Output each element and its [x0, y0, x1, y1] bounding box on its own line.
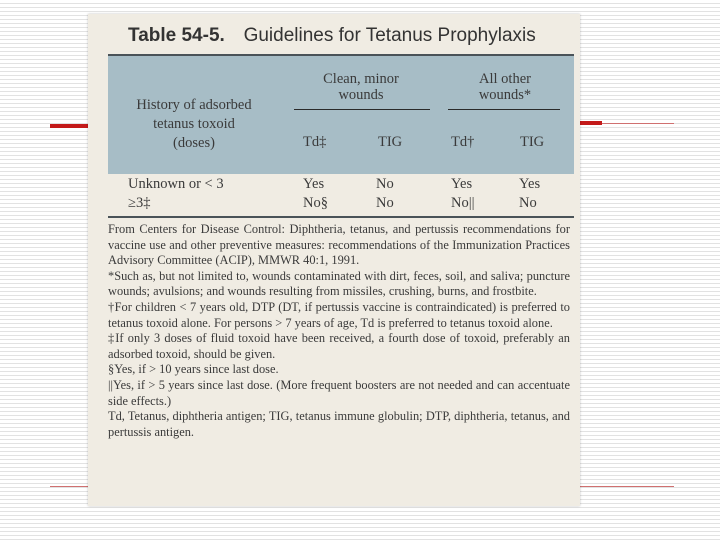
group-rule-clean	[294, 109, 430, 110]
table-bottom-rule	[108, 216, 574, 218]
row-history: Unknown or < 3	[128, 176, 224, 192]
slide-rule-left-bottom	[50, 486, 88, 487]
footnote-parallel: ||Yes, if > 5 years since last dose. (More frequent boosters are not needed and can accentuate side effects.)	[108, 377, 570, 408]
column-header-tig-clean: TIG	[378, 134, 403, 150]
row-history: ≥3‡	[128, 195, 151, 211]
column-header-history-line1: History of adsorbed	[136, 97, 252, 113]
footnote-abbreviations: Td, Tetanus, diphtheria antigen; TIG, tetanus immune globulin; DTP, diphtheria, tetanus, and pertussis antigen.	[108, 409, 570, 439]
cell-td-other: No||	[451, 195, 475, 211]
cell-td-other: Yes	[451, 176, 473, 192]
table-title	[128, 25, 536, 47]
slide-accent-bar-left	[50, 124, 88, 128]
table-title-text: Guidelines for Tetanus Prophylaxis	[243, 25, 536, 46]
column-header-tig-other: TIG	[520, 134, 545, 150]
table-label: Table 54-5.	[128, 25, 225, 46]
slide-rule-right-bottom	[580, 486, 674, 487]
cell-td-clean: Yes	[303, 176, 325, 192]
footnote-asterisk: *Such as, but not limited to, wounds contaminated with dirt, feces, soil, and saliva; puncture wounds; avulsions; and wounds resulting from missiles, crushing, burns, and frostbite.	[108, 268, 570, 299]
cell-tig-clean: No	[376, 195, 394, 211]
table-header-band	[108, 54, 574, 174]
column-header-td-clean: Td‡	[303, 134, 327, 150]
cell-tig-other: Yes	[519, 176, 541, 192]
table-footnotes	[108, 222, 570, 440]
footnote-section: §Yes, if > 10 years since last dose.	[108, 362, 279, 377]
group-rule-other	[448, 109, 560, 110]
column-header-history	[112, 96, 276, 153]
group-header-other	[450, 71, 560, 103]
scanned-table-image	[88, 14, 580, 506]
footnote-double-dagger: ‡If only 3 doses of fluid toxoid have been received, a fourth dose of toxoid, preferably an adsorbed toxoid, should be given.	[108, 331, 570, 361]
group-header-other-line2: wounds*	[478, 87, 532, 103]
footnote-source: From Centers for Disease Control: Diphtheria, tetanus, and pertussis recommendations for vaccine use and other preventive measures: recommendations of the Immunization Practices Advisory Committee (ACIP), MMWR 40:1, 1991.	[108, 222, 570, 268]
cell-tig-other: No	[519, 195, 537, 211]
column-header-td-other: Td†	[451, 134, 475, 150]
group-header-other-line1: All other	[479, 71, 531, 87]
cell-td-clean: No§	[303, 195, 328, 211]
footnote-dagger: †For children < 7 years old, DTP (DT, if pertussis vaccine is contraindicated) is preferred to tetanus toxoid alone. For persons > 7 years of age, Td is preferred to tetanus toxoid alone.	[108, 299, 570, 330]
column-header-history-line2: tetanus toxoid	[153, 116, 235, 132]
column-header-history-line3: (doses)	[173, 135, 215, 151]
group-header-clean-line2: wounds	[338, 87, 384, 103]
group-header-clean	[286, 71, 436, 103]
slide-accent-bar-right	[580, 121, 602, 125]
group-header-clean-line1: Clean, minor	[323, 71, 399, 87]
cell-tig-clean: No	[376, 176, 394, 192]
slide-rule-right-top	[602, 123, 674, 124]
